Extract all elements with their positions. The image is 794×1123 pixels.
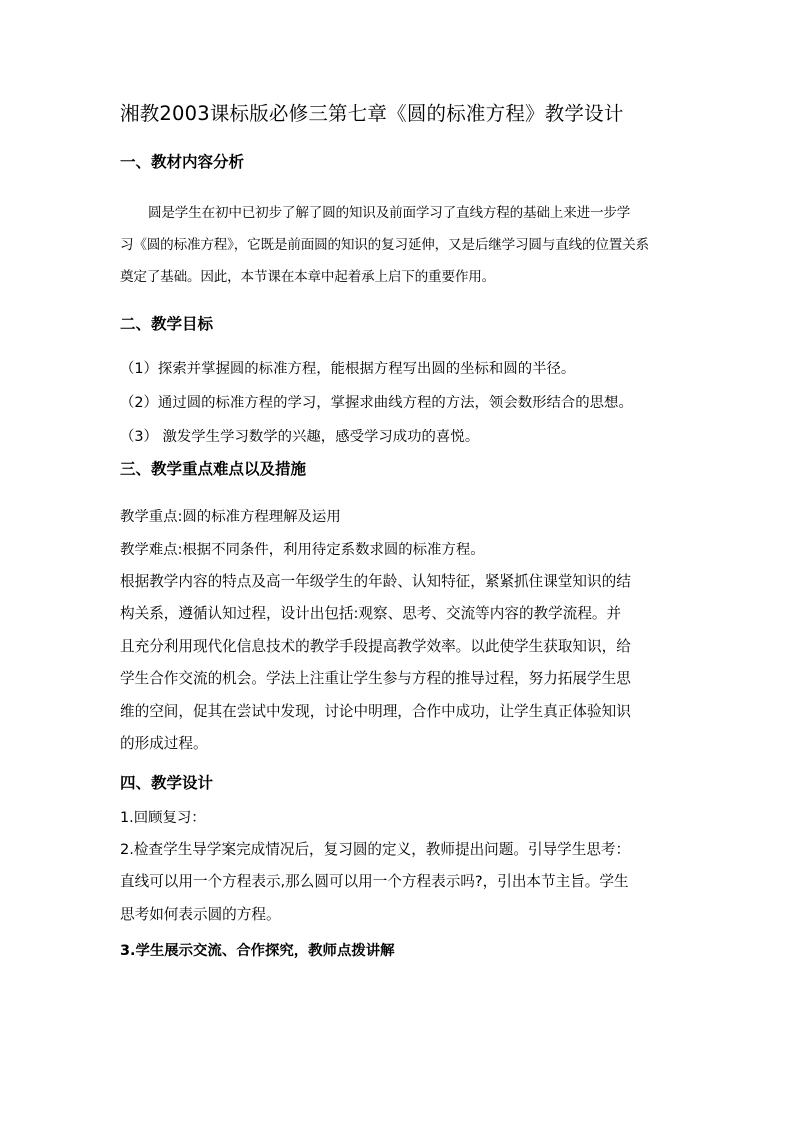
teaching-measures-paragraph [120, 566, 680, 760]
paragraph-line: 根据教学内容的特点及高一年级学生的年龄、认知特征，紧紧抓住课堂知识的结 [120, 573, 631, 590]
section-heading-content-analysis: 一、教材内容分析 [120, 153, 245, 171]
section-heading-key-points: 三、教学重点难点以及措施 [120, 460, 307, 478]
paragraph-line: 的形成过程。 [120, 734, 208, 752]
document-title: 湘教2003课标版必修三第七章《圆的标准方程》教学设计 [120, 102, 624, 125]
key-point-line: 教学重点:圆的标准方程理解及运用 [120, 509, 341, 525]
paragraph-line: 思考如何表示圆的方程。 [120, 905, 281, 923]
goal-item-2: （2）通过圆的标准方程的学习，掌握求曲线方程的方法，领会数形结合的思想。 [120, 395, 633, 411]
paragraph-line: 习《圆的标准方程》，它既是前面圆的知识的复习延伸，又是后继学习圆与直线的位置关系 [120, 237, 649, 253]
paragraph-line: 且充分利用现代化信息技术的教学手段提高教学效率。以此使学生获取知识，给 [120, 637, 631, 655]
paragraph-line: 构关系，遵循认知过程，设计出包括:观察、思考、交流等内容的教学流程。并 [120, 605, 622, 623]
goal-item-3: （3） 激发学生学习数学的兴趣，感受学习成功的喜悦。 [120, 429, 480, 445]
paragraph-line: 维的空间，促其在尝试中发现，讨论中明理，合作中成功，让学生真正体验知识 [120, 702, 631, 720]
design-step-3: 3.学生展示交流、合作探究，教师点拨讲解 [120, 943, 395, 959]
difficult-point-line: 教学难点:根据不同条件，利用待定系数求圆的标准方程。 [120, 542, 485, 558]
content-analysis-paragraph [120, 197, 676, 293]
paragraph-line: 学生合作交流的机会。学法上注重让学生参与方程的推导过程，努力拓展学生思 [120, 670, 631, 688]
paragraph-line: 奠定了基础。因此，本节课在本章中起着承上启下的重要作用。 [120, 269, 496, 285]
section-heading-teaching-design: 四、教学设计 [120, 774, 214, 792]
design-step-2 [120, 834, 680, 931]
section-heading-teaching-goals: 二、教学目标 [120, 315, 214, 333]
design-step-1: 1.回顾复习： [120, 810, 206, 826]
paragraph-line: 圆是学生在初中已初步了解了圆的知识及前面学习了直线方程的基础上来进一步学 [148, 205, 631, 221]
paragraph-line: 2.检查学生导学案完成情况后，复习圆的定义，教师提出问题。引导学生思考： [120, 841, 631, 858]
goal-item-1: （1）探索并掌握圆的标准方程，能根据方程写出圆的坐标和圆的半径。 [120, 361, 576, 377]
paragraph-line: 直线可以用一个方程表示,那么圆可以用一个方程表示吗?，引出本节主旨。学生 [120, 873, 629, 891]
